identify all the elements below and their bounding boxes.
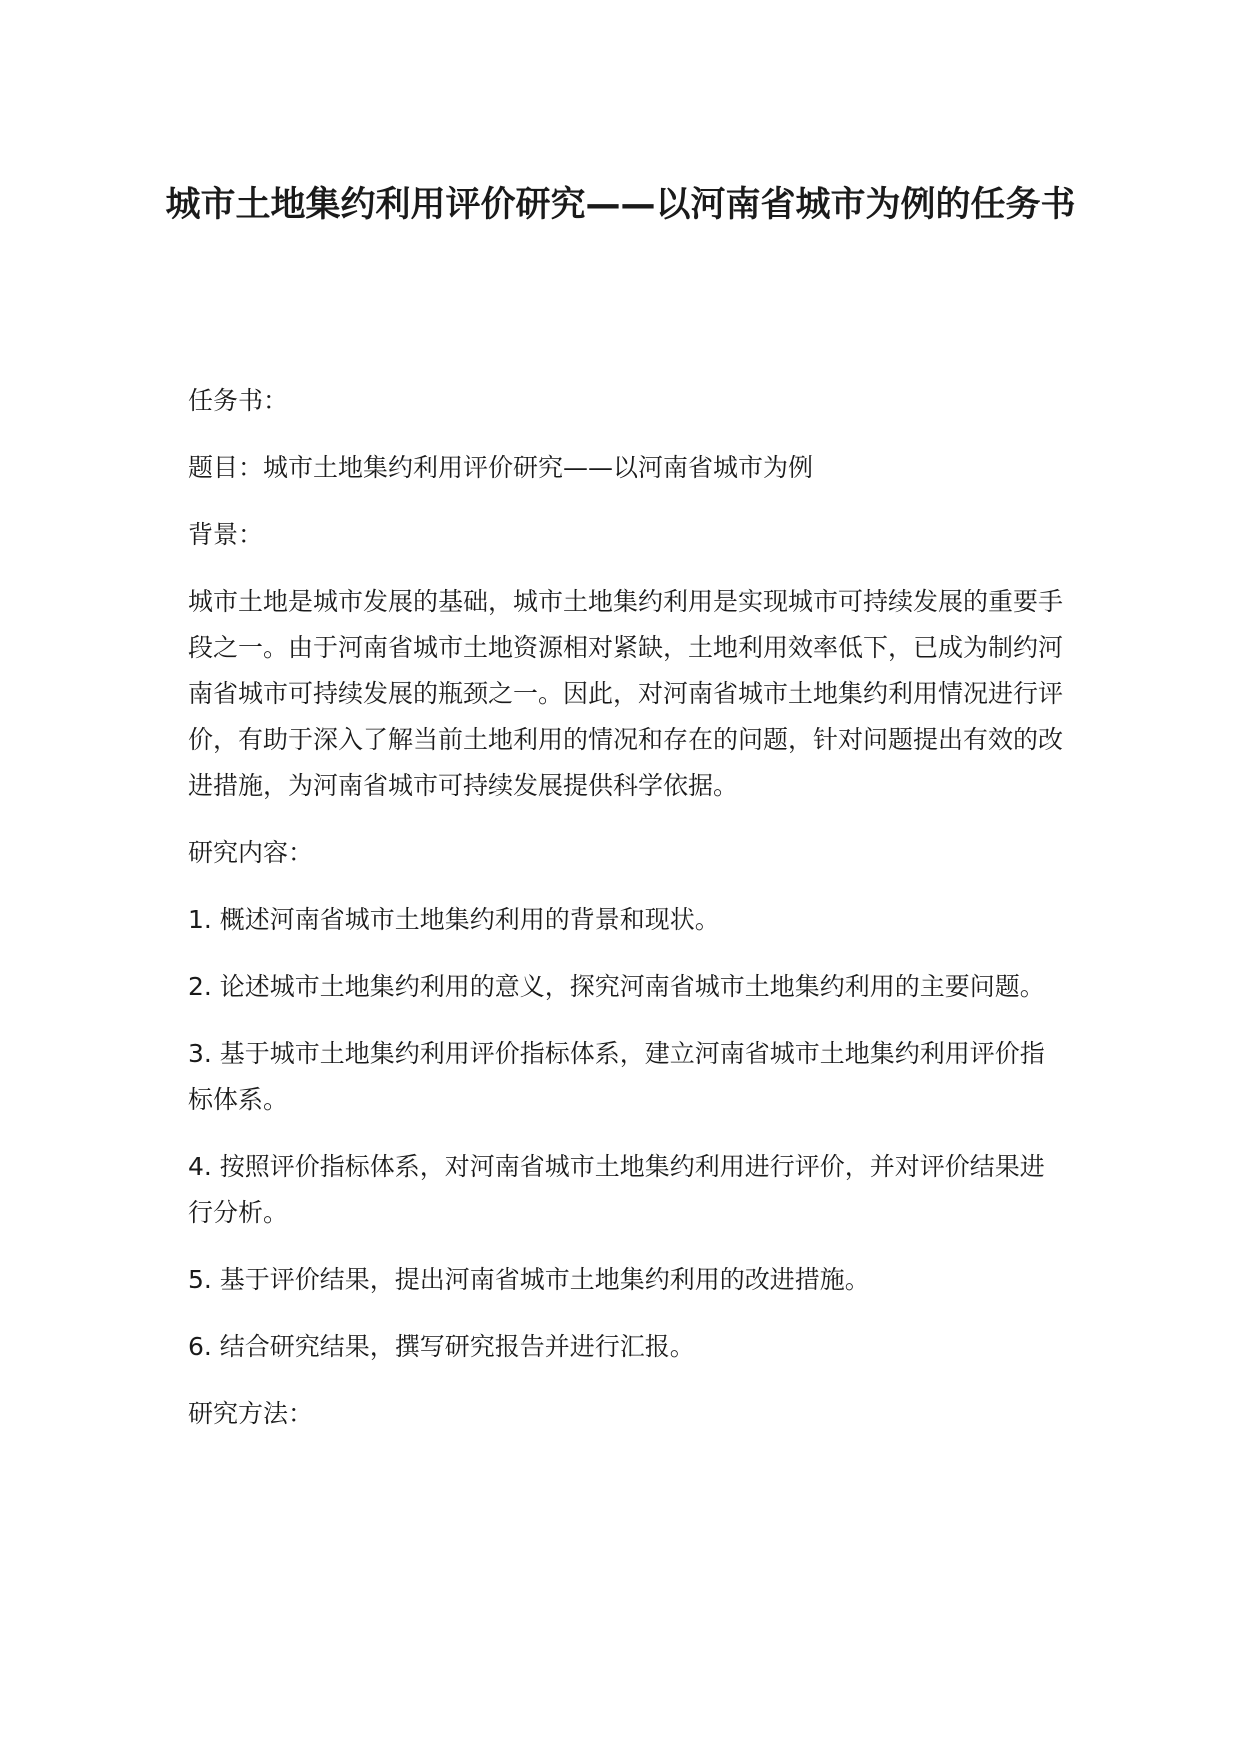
list-item: 2. 论述城市土地集约利用的意义，探究河南省城市土地集约利用的主要问题。 (188, 972, 1045, 1001)
document-body (188, 378, 1068, 1458)
list-item: 6. 结合研究结果，撰写研究报告并进行汇报。 (188, 1332, 695, 1361)
paragraph-topic: 题目：城市土地集约利用评价研究——以河南省城市为例 (188, 453, 814, 482)
list-item: 3. 基于城市土地集约利用评价指标体系，建立河南省城市土地集约利用评价指标体系。 (188, 1039, 1045, 1114)
paragraph-background-text: 城市土地是城市发展的基础，城市土地集约利用是实现城市可持续发展的重要手段之一。由于河南省城市土地资源相对紧缺，土地利用效率低下，已成为制约河南省城市可持续发展的瓶颈之一。因此，对河南省城市土地集约利用情况进行评价，有助于深入了解当前土地利用的情况和存在的问题，针对问题提出有效的改进措施，为河南省城市可持续发展提供科学依据。 (188, 587, 1064, 800)
paragraph-task-label: 任务书： (188, 386, 289, 415)
paragraph-background-label: 背景： (188, 520, 264, 549)
paragraph-methods-label: 研究方法： (188, 1399, 314, 1428)
paragraph-content-label: 研究内容： (188, 838, 314, 867)
list-item: 5. 基于评价结果，提出河南省城市土地集约利用的改进措施。 (188, 1265, 870, 1294)
list-item: 1. 概述河南省城市土地集约利用的背景和现状。 (188, 905, 720, 934)
list-item: 4. 按照评价指标体系，对河南省城市土地集约利用进行评价，并对评价结果进行分析。 (188, 1152, 1045, 1227)
document-title: 城市土地集约利用评价研究——以河南省城市为例的任务书 (165, 185, 1076, 225)
